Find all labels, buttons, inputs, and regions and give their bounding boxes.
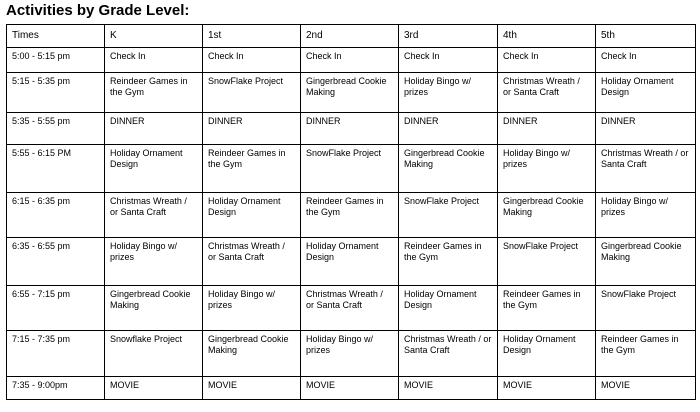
activity-label: Reindeer Games in the Gym bbox=[503, 289, 581, 310]
activity-cell bbox=[301, 377, 399, 400]
header-label: 1st bbox=[208, 30, 222, 41]
activity-cell bbox=[301, 238, 399, 286]
activity-cell bbox=[498, 113, 596, 145]
activity-cell bbox=[301, 113, 399, 145]
activity-label: Holiday Ornament Design bbox=[306, 241, 379, 262]
table-row bbox=[7, 377, 696, 400]
activity-label: Check In bbox=[404, 51, 440, 61]
activity-label: Gingerbread Cookie Making bbox=[601, 241, 682, 262]
activity-label: Check In bbox=[306, 51, 342, 61]
activity-label: MOVIE bbox=[601, 380, 631, 390]
activity-cell bbox=[203, 48, 301, 73]
activity-cell bbox=[498, 48, 596, 73]
activity-label: Christmas Wreath / or Santa Craft bbox=[306, 289, 383, 310]
schedule-table bbox=[6, 24, 696, 400]
time-cell bbox=[7, 377, 105, 400]
header-cell bbox=[301, 25, 399, 48]
activity-label: Gingerbread Cookie Making bbox=[503, 196, 584, 217]
activity-label: Holiday Ornament Design bbox=[503, 334, 576, 355]
activity-cell bbox=[399, 48, 498, 73]
activity-label: SnowFlake Project bbox=[601, 289, 677, 299]
activity-cell bbox=[301, 48, 399, 73]
activity-label: MOVIE bbox=[110, 380, 140, 390]
activity-label: SnowFlake Project bbox=[404, 196, 480, 206]
activity-label: Check In bbox=[601, 51, 637, 61]
activity-label: Holiday Bingo w/ prizes bbox=[404, 76, 472, 97]
activity-label: SnowFlake Project bbox=[306, 148, 382, 158]
activity-label: Holiday Bingo w/ prizes bbox=[503, 148, 571, 169]
table-row bbox=[7, 73, 696, 113]
header-label: 3rd bbox=[404, 30, 419, 41]
activity-label: Reindeer Games in the Gym bbox=[110, 76, 188, 97]
time-slot-label: 6:55 - 7:15 pm bbox=[12, 289, 71, 299]
time-slot-label: 6:35 - 6:55 pm bbox=[12, 241, 71, 251]
activity-cell bbox=[498, 377, 596, 400]
activity-cell bbox=[498, 286, 596, 331]
activity-cell bbox=[399, 238, 498, 286]
activity-label: Gingerbread Cookie Making bbox=[306, 76, 387, 97]
activity-cell bbox=[203, 286, 301, 331]
activity-label: Holiday Ornament Design bbox=[110, 148, 183, 169]
table-row bbox=[7, 331, 696, 377]
activity-cell bbox=[105, 238, 203, 286]
activity-label: SnowFlake Project bbox=[503, 241, 579, 251]
time-slot-label: 6:15 - 6:35 pm bbox=[12, 196, 71, 206]
activity-cell bbox=[399, 113, 498, 145]
activity-label: DINNER bbox=[208, 116, 243, 126]
activity-cell bbox=[498, 145, 596, 193]
activity-cell bbox=[596, 48, 696, 73]
time-cell bbox=[7, 48, 105, 73]
activity-cell bbox=[399, 286, 498, 331]
table-row bbox=[7, 238, 696, 286]
activity-cell bbox=[301, 193, 399, 238]
header-cell bbox=[596, 25, 696, 48]
activity-label: DINNER bbox=[404, 116, 439, 126]
activity-cell bbox=[301, 286, 399, 331]
activity-cell bbox=[105, 145, 203, 193]
activity-label: MOVIE bbox=[306, 380, 336, 390]
activity-label: Snowflake Project bbox=[110, 334, 183, 344]
activity-label: Reindeer Games in the Gym bbox=[404, 241, 482, 262]
activity-label: Holiday Bingo w/ prizes bbox=[208, 289, 276, 310]
activity-cell bbox=[596, 238, 696, 286]
activity-label: Holiday Ornament Design bbox=[208, 196, 281, 217]
activity-cell bbox=[399, 193, 498, 238]
activity-label: DINNER bbox=[110, 116, 145, 126]
header-cell bbox=[203, 25, 301, 48]
activity-label: Christmas Wreath / or Santa Craft bbox=[601, 148, 689, 169]
activity-label: Check In bbox=[208, 51, 244, 61]
activity-label: Holiday Ornament Design bbox=[601, 76, 674, 97]
activity-cell bbox=[596, 113, 696, 145]
activity-cell bbox=[596, 377, 696, 400]
activity-label: Holiday Ornament Design bbox=[404, 289, 477, 310]
activity-label: MOVIE bbox=[503, 380, 533, 390]
time-slot-label: 7:15 - 7:35 pm bbox=[12, 334, 71, 344]
activity-label: Christmas Wreath / or Santa Craft bbox=[110, 196, 187, 217]
activity-cell bbox=[498, 331, 596, 377]
activity-cell bbox=[105, 113, 203, 145]
table-row bbox=[7, 48, 696, 73]
activity-cell bbox=[399, 331, 498, 377]
activity-label: Holiday Bingo w/ prizes bbox=[110, 241, 178, 262]
activity-label: Gingerbread Cookie Making bbox=[208, 334, 289, 355]
activity-cell bbox=[105, 377, 203, 400]
time-cell bbox=[7, 238, 105, 286]
header-cell bbox=[7, 25, 105, 48]
activity-cell bbox=[399, 73, 498, 113]
table-row bbox=[7, 286, 696, 331]
time-cell bbox=[7, 113, 105, 145]
activity-label: DINNER bbox=[306, 116, 341, 126]
time-slot-label: 5:15 - 5:35 pm bbox=[12, 76, 71, 86]
header-cell bbox=[105, 25, 203, 48]
activity-cell bbox=[203, 331, 301, 377]
activity-label: Christmas Wreath / or Santa Craft bbox=[404, 334, 492, 355]
activity-cell bbox=[105, 48, 203, 73]
activity-label: Christmas Wreath / or Santa Craft bbox=[503, 76, 580, 97]
time-slot-label: 7:35 - 9:00pm bbox=[12, 380, 68, 390]
time-cell bbox=[7, 145, 105, 193]
activity-cell bbox=[399, 145, 498, 193]
time-cell bbox=[7, 331, 105, 377]
activity-label: Reindeer Games in the Gym bbox=[306, 196, 384, 217]
header-cell bbox=[399, 25, 498, 48]
activity-cell bbox=[399, 377, 498, 400]
activity-cell bbox=[203, 193, 301, 238]
activity-cell bbox=[105, 286, 203, 331]
header-row bbox=[7, 25, 696, 48]
activity-label: Christmas Wreath / or Santa Craft bbox=[208, 241, 285, 262]
activity-cell bbox=[498, 193, 596, 238]
activity-cell bbox=[498, 238, 596, 286]
activity-cell bbox=[301, 145, 399, 193]
activity-label: Check In bbox=[110, 51, 146, 61]
activity-label: Reindeer Games in the Gym bbox=[208, 148, 286, 169]
activity-cell bbox=[203, 145, 301, 193]
header-label: 5th bbox=[601, 30, 615, 41]
activity-label: DINNER bbox=[503, 116, 538, 126]
activity-label: Check In bbox=[503, 51, 539, 61]
activity-label: Holiday Bingo w/ prizes bbox=[306, 334, 374, 355]
activity-label: MOVIE bbox=[404, 380, 434, 390]
activity-cell bbox=[203, 238, 301, 286]
table-row bbox=[7, 113, 696, 145]
activity-label: Holiday Bingo w/ prizes bbox=[601, 196, 669, 217]
activity-label: DINNER bbox=[601, 116, 636, 126]
time-slot-label: 5:35 - 5:55 pm bbox=[12, 116, 71, 126]
table-row bbox=[7, 193, 696, 238]
activity-label: Gingerbread Cookie Making bbox=[404, 148, 485, 169]
activity-cell bbox=[105, 73, 203, 113]
table-row bbox=[7, 145, 696, 193]
header-label: K bbox=[110, 30, 117, 41]
time-cell bbox=[7, 73, 105, 113]
activity-label: SnowFlake Project bbox=[208, 76, 284, 86]
page-title: Activities by Grade Level: bbox=[6, 2, 190, 19]
header-cell bbox=[498, 25, 596, 48]
activity-cell bbox=[203, 113, 301, 145]
activity-cell bbox=[596, 193, 696, 238]
activity-cell bbox=[596, 286, 696, 331]
activity-cell bbox=[498, 73, 596, 113]
activity-cell bbox=[596, 73, 696, 113]
header-label: 2nd bbox=[306, 30, 323, 41]
time-cell bbox=[7, 286, 105, 331]
activity-cell bbox=[105, 331, 203, 377]
time-cell bbox=[7, 193, 105, 238]
activity-label: MOVIE bbox=[208, 380, 238, 390]
time-slot-label: 5:00 - 5:15 pm bbox=[12, 51, 71, 61]
header-label: Times bbox=[12, 30, 39, 41]
activity-cell bbox=[203, 73, 301, 113]
activity-label: Reindeer Games in the Gym bbox=[601, 334, 679, 355]
activity-cell bbox=[105, 193, 203, 238]
activity-cell bbox=[301, 331, 399, 377]
activity-cell bbox=[301, 73, 399, 113]
activity-cell bbox=[596, 145, 696, 193]
activity-cell bbox=[203, 377, 301, 400]
activity-label: Gingerbread Cookie Making bbox=[110, 289, 191, 310]
time-slot-label: 5:55 - 6:15 PM bbox=[12, 148, 72, 158]
activity-cell bbox=[596, 331, 696, 377]
header-label: 4th bbox=[503, 30, 517, 41]
